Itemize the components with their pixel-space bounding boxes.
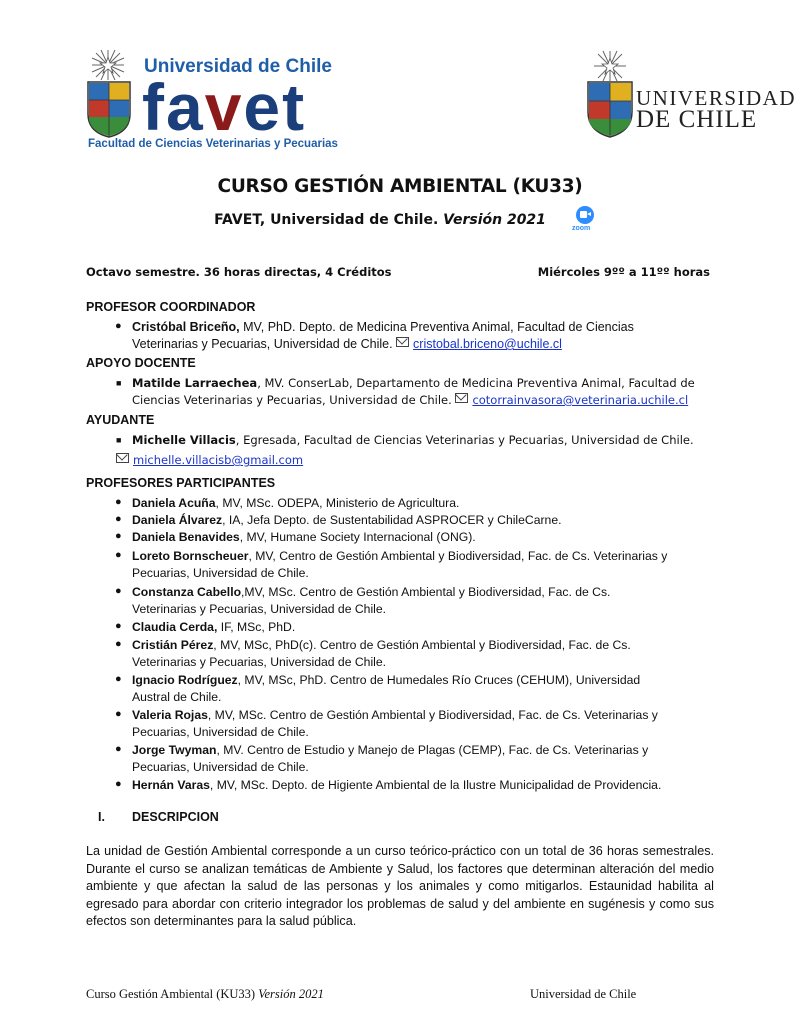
bullet-icon: ● — [115, 585, 122, 597]
participant-name: Loreto Bornscheuer — [132, 549, 249, 563]
favet-faculty-name: Facultad de Ciencias Veterinarias y Pecuarias — [88, 138, 338, 150]
participant-detail-cont: Veterinarias y Pecuarias, Universidad de Chile. — [132, 655, 387, 669]
favet-wordmark — [142, 70, 307, 144]
bullet-icon: ● — [115, 496, 122, 508]
participant-item — [132, 619, 712, 636]
support-line2: Ciencias Veterinarias y Pecuarias, Universidad de Chile. — [132, 393, 452, 407]
support-line1: , MV. ConserLab, Departamento de Medicina Preventiva Animal, Facultad de — [257, 376, 695, 390]
uchile-name-line1: UNIVERSIDAD — [636, 86, 796, 110]
coordinator-line1: MV, PhD. Depto. de Medicina Preventiva Animal, Facultad de Ciencias — [239, 320, 634, 334]
participant-detail: , MV, Centro de Gestión Ambiental y Biodiversidad, Fac. de Cs. Veterinarias y — [248, 549, 668, 563]
participant-item — [132, 637, 712, 671]
semester-info: Octavo semestre. 36 horas directas, 4 Créditos — [86, 265, 392, 279]
participants-heading: PROFESORES PARTICIPANTES — [86, 476, 276, 490]
bullet-icon: ■ — [116, 435, 122, 445]
participant-detail-cont: Veterinarias y Pecuarias, Universidad de Chile. — [132, 602, 387, 616]
crest-icon — [586, 76, 634, 138]
participant-name: Valeria Rojas — [132, 708, 208, 722]
bullet-icon: ● — [115, 530, 122, 542]
coordinator-email-link[interactable]: cristobal.briceno@uchile.cl — [413, 337, 562, 351]
participant-detail: , MV, MSc. ODEPA, Ministerio de Agricultura. — [215, 496, 460, 510]
participant-name: Constanza Cabello — [132, 585, 242, 599]
assistant-entry — [132, 432, 712, 449]
participant-detail: , MV, MSc, PhD(c). Centro de Gestión Ambiental y Biodiversidad, Fac. de Cs. — [213, 638, 631, 652]
page-title: CURSO GESTIÓN AMBIENTAL (KU33) — [217, 176, 583, 197]
participant-detail: , MV. Centro de Estudio y Manejo de Plagas (CEMP), Fac. de Cs. Veterinarias y — [216, 743, 649, 757]
participant-detail-cont: Austral de Chile. — [132, 690, 222, 704]
footer-course — [86, 987, 324, 1002]
participant-item — [132, 742, 712, 776]
crest-icon — [86, 80, 132, 138]
coordinator-name: Cristóbal Briceño, — [132, 320, 240, 334]
participant-name: Ignacio Rodríguez — [132, 673, 238, 687]
support-heading: APOYO DOCENTE — [86, 356, 196, 370]
participant-name: Claudia Cerda, — [132, 620, 218, 634]
zoom-icon — [570, 206, 600, 236]
participant-item — [132, 529, 712, 546]
bullet-icon: ● — [115, 549, 122, 561]
bullet-icon: ● — [115, 708, 122, 720]
email-icon — [396, 337, 409, 347]
participant-detail: ,MV, MSc. Centro de Gestión Ambiental y Biodiversidad, Fac. de Cs. — [241, 585, 611, 599]
participant-detail: , MV, MSc, PhD. Centro de Humedales Río Cruces (CEHUM), Universidad — [237, 673, 641, 687]
support-name: Matilde Larraechea — [132, 376, 258, 390]
assistant-email-row — [116, 452, 696, 469]
bullet-icon: ■ — [116, 378, 122, 388]
participant-item — [132, 548, 712, 582]
section-number: I. — [98, 810, 105, 824]
participant-name: Jorge Twyman — [132, 743, 217, 757]
assistant-email-link[interactable]: michelle.villacisb@gmail.com — [133, 453, 304, 467]
description-paragraph: La unidad de Gestión Ambiental corresponde a un curso teórico-práctico con un total de 36 horas semestrales. Durante el curso se analizan temáticas de Ambiente y Salud, los factores que determinan alteración del medio ambiente y que afectan la salud de las personas y los animales y como mitigarlos. Estaunidad habilita al egresado para abordar con criterio integrador los problemas de salud y del ambiente en sugénesis y como sus efectos son determinantes para la salud pública. — [86, 844, 714, 929]
participant-item — [132, 777, 712, 794]
bullet-icon: ● — [115, 620, 122, 632]
bullet-icon: ● — [115, 673, 122, 685]
coordinator-entry — [132, 319, 712, 353]
bullet-icon: ● — [115, 778, 122, 790]
footer-version: Versión 2021 — [258, 987, 324, 1001]
email-icon — [116, 453, 129, 463]
participant-detail: IF, MSc, PhD. — [217, 620, 296, 634]
participant-detail: , IA, Jefa Depto. de Sustentabilidad ASPROCER y ChileCarne. — [222, 513, 562, 527]
assistant-heading: AYUDANTE — [86, 413, 155, 427]
participant-item — [132, 584, 712, 618]
participant-name: Daniela Álvarez — [132, 513, 223, 527]
footer-university: Universidad de Chile — [530, 987, 637, 1001]
participant-name: Daniela Benavides — [132, 530, 240, 544]
coordinator-heading: PROFESOR COORDINADOR — [86, 300, 256, 314]
participant-name: Cristián Pérez — [132, 638, 214, 652]
bullet-icon: ● — [115, 638, 122, 650]
favet-university-name: Universidad de Chile — [144, 56, 332, 77]
uchile-name-line2: DE CHILE — [636, 106, 758, 133]
participant-detail: , MV, Humane Society Internacional (ONG). — [239, 530, 476, 544]
favet-logo — [86, 44, 338, 154]
participant-name: Hernán Varas — [132, 778, 210, 792]
schedule-info: Miércoles 9ºº a 11ºº horas — [537, 265, 710, 279]
bullet-icon: ● — [115, 320, 122, 332]
support-entry — [132, 375, 712, 409]
zoom-label: zoom — [572, 225, 591, 232]
star-icon — [90, 48, 126, 82]
favet-wordmark-text: favet — [142, 70, 307, 144]
coordinator-line2: Veterinarias y Pecuarias, Universidad de Chile. — [132, 337, 393, 351]
participant-detail: , MV, MSc. Depto. de Higiente Ambiental de la Ilustre Municipalidad de Providencia. — [209, 778, 662, 792]
assistant-line1: , Egresada, Facultad de Ciencias Veterinarias y Pecuarias, Universidad de Chile. — [235, 433, 694, 447]
participant-detail-cont: Pecuarias, Universidad de Chile. — [132, 566, 309, 580]
participant-item — [132, 512, 712, 529]
participant-name: Daniela Acuña — [132, 496, 216, 510]
participant-detail-cont: Pecuarias, Universidad de Chile. — [132, 760, 309, 774]
description-heading: DESCRIPCION — [132, 810, 219, 824]
assistant-name: Michelle Villacis — [132, 433, 236, 447]
footer-course-name: Curso Gestión Ambiental (KU33) — [86, 987, 256, 1001]
bullet-icon: ● — [115, 513, 122, 525]
subtitle-version: Versión 2021 — [443, 212, 546, 228]
email-icon — [455, 393, 468, 403]
uchile-logo — [586, 50, 796, 150]
participant-item — [132, 707, 712, 741]
subtitle-main: FAVET, Universidad de Chile. — [214, 212, 439, 228]
participant-item — [132, 495, 712, 512]
participant-detail-cont: Pecuarias, Universidad de Chile. — [132, 725, 309, 739]
page-subtitle — [0, 212, 760, 228]
participant-item — [132, 672, 712, 706]
participant-detail: , MV, MSc. Centro de Gestión Ambiental y Biodiversidad, Fac. de Cs. Veterinarias y — [207, 708, 658, 722]
support-email-link[interactable]: cotorrainvasora@veterinaria.uchile.cl — [472, 393, 689, 407]
bullet-icon: ● — [115, 743, 122, 755]
